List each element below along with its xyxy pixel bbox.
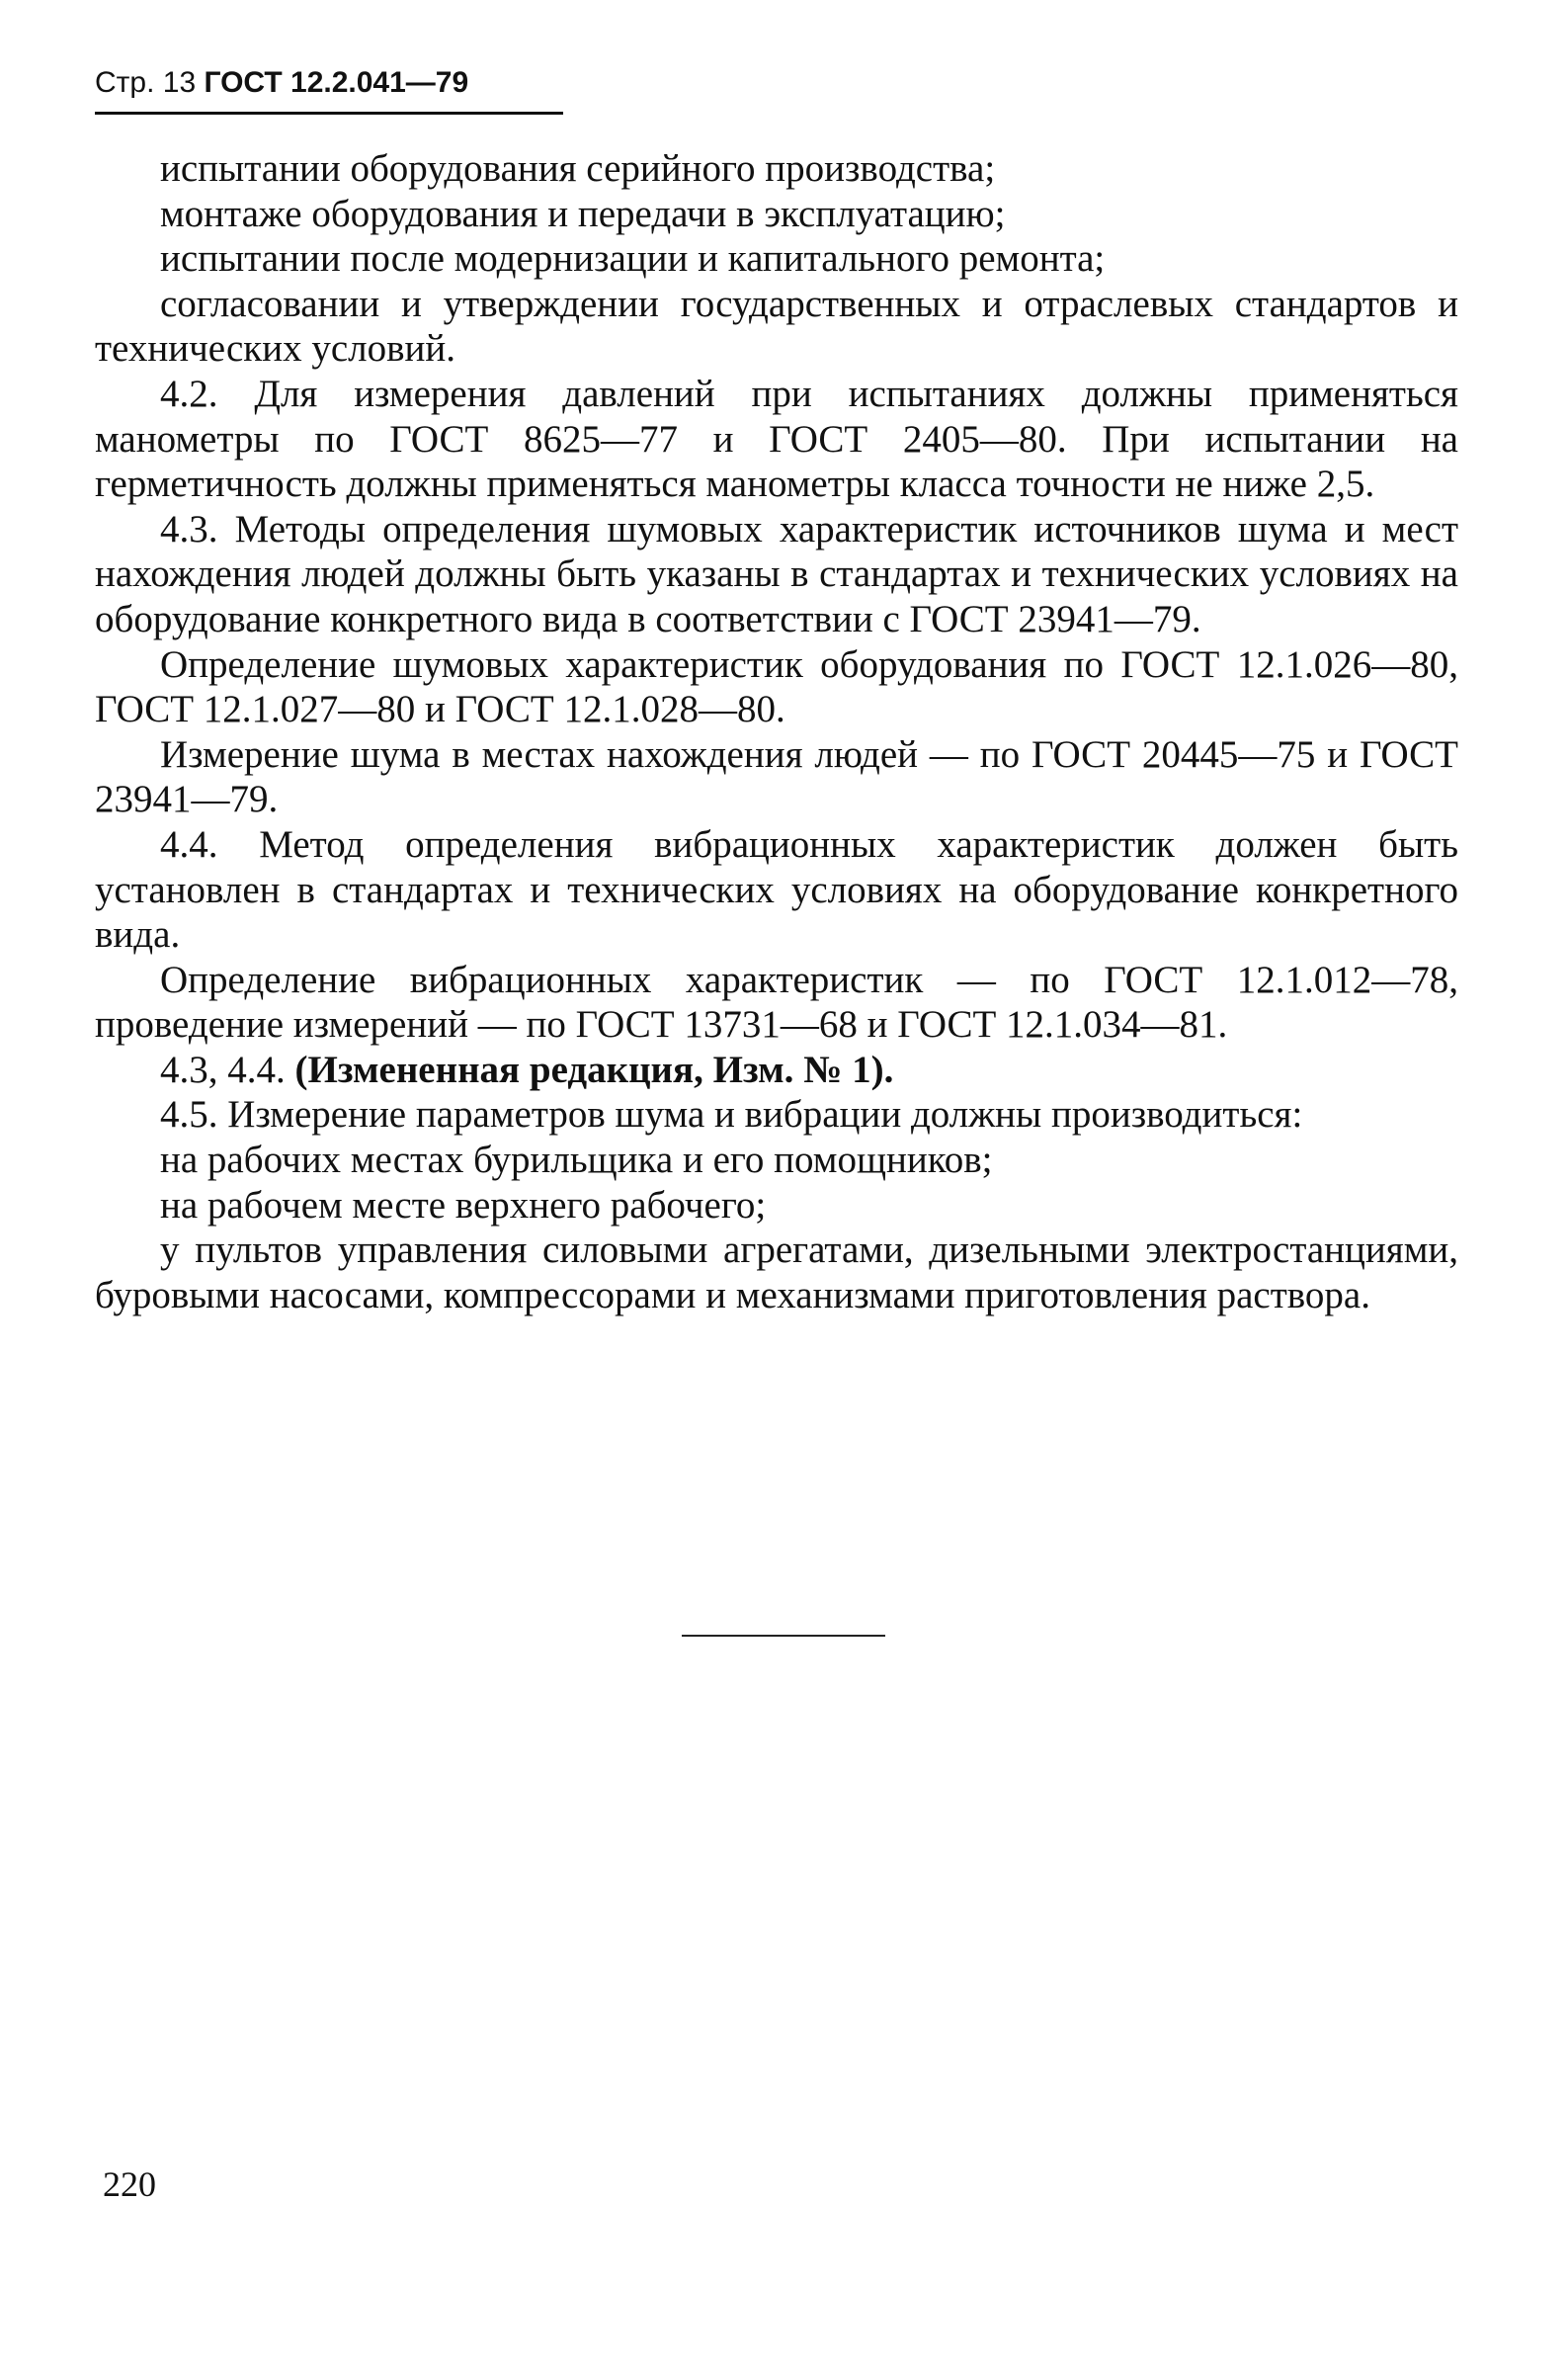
amendment-note: [95, 1048, 1458, 1093]
standard-number: ГОСТ 12.2.041—79: [204, 66, 469, 99]
paragraph: 4.4. Метод определения вибрационных характеристик должен быть установлен в стандартах и технических условиях на оборудование конкретного вида.: [95, 822, 1458, 957]
paragraph: на рабочем месте верхнего рабочего;: [160, 1183, 767, 1227]
amendment-text: (Измененная редакция, Изм. № 1).: [294, 1048, 894, 1091]
paragraph: у пультов управления силовыми агрегатами, дизельными электростанциями, буровыми насосами, компрессорами и механизмами приготовления раствора.: [95, 1228, 1458, 1316]
paragraph: 4.2. Для измерения давлений при испытаниях должны применяться манометры по ГОСТ 8625—77 и ГОСТ 2405—80. При испытании на герметичность должны применяться манометры класса точности не ниже 2,5.: [95, 372, 1458, 506]
paragraph: монтаже оборудования и передачи в эксплуатацию;: [160, 192, 1006, 235]
page-number: 220: [103, 2164, 156, 2204]
paragraph: на рабочих местах бурильщика и его помощников;: [160, 1139, 993, 1182]
paragraph: испытании после модернизации и капитального ремонта;: [160, 237, 1106, 281]
paragraph: испытании оборудования серийного производства;: [160, 147, 996, 190]
page-label: Стр. 13: [95, 66, 197, 99]
page-header: [95, 65, 468, 101]
paragraph: Определение вибрационных характеристик — по ГОСТ 12.1.012—78, проведение измерений — по ГОСТ 13731—68 и ГОСТ 12.1.034—81.: [95, 958, 1458, 1047]
body-text: [95, 146, 1458, 1317]
section-end-divider: [682, 1635, 885, 1637]
paragraph: Определение шумовых характеристик оборудования по ГОСТ 12.1.026—80, ГОСТ 12.1.027—80 и ГОСТ 12.1.028—80.: [95, 642, 1458, 731]
paragraph: 4.5. Измерение параметров шума и вибрации должны производиться:: [160, 1093, 1303, 1137]
paragraph: 4.3. Методы определения шумовых характеристик источников шума и мест нахождения людей должны быть указаны в стандартах и технических условиях на оборудование конкретного вида в соответствии с ГОСТ 23941—79.: [95, 507, 1458, 640]
amendment-ref: 4.3, 4.4.: [160, 1048, 286, 1091]
paragraph: Измерение шума в местах нахождения людей — по ГОСТ 20445—75 и ГОСТ 23941—79.: [95, 732, 1458, 821]
header-divider: [95, 112, 563, 115]
paragraph: согласовании и утверждении государственных и отраслевых стандартов и технических условий.: [95, 282, 1458, 371]
